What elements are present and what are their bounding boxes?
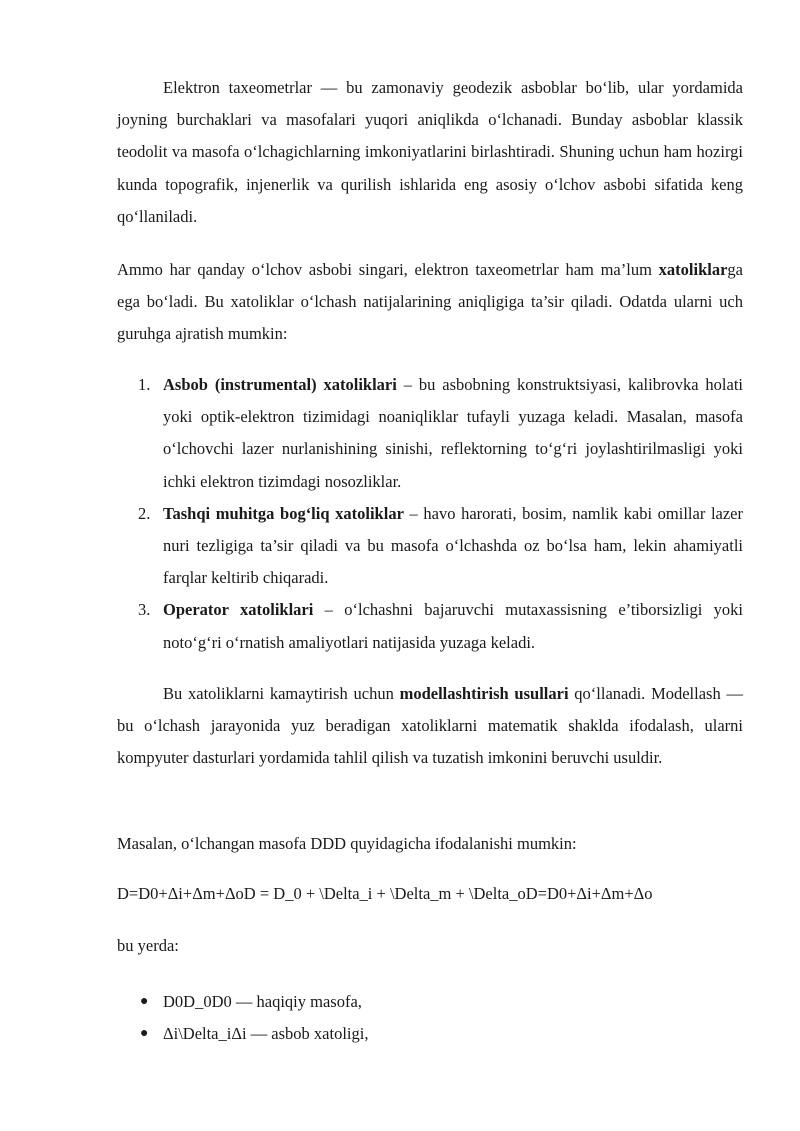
error-types-list — [117, 369, 743, 659]
bullet-icon: ● — [140, 994, 149, 1009]
bold-term-modellashtirish: modellashtirish usullari — [399, 684, 569, 703]
text-span: qo‘llanadi. Modellash — bu o‘lchash jarayonida yuz beradigan xatoliklarni matematik shaklda ifodalash, ularni kompyuter dasturlari yordamida tahlil qilish va tuzatish imkonini beruvchi usuldir. — [117, 684, 743, 768]
text-span: Bu xatoliklarni kamaytirish uchun — [163, 684, 400, 703]
list-item-title: Operator xatoliklari — [163, 600, 314, 620]
list-number: 2. — [138, 503, 151, 523]
paragraph-intro: Elektron taxeometrlar — bu zamonaviy geodezik asboblar bo‘lib, ular yordamida joyning burchaklari va masofalari yuqori aniqlikda o‘lchanadi. Bunday asboblar klassik teodolit va masofa o‘lchagichlarning imkoniyatlarini birlashtiradi. Shuning uchun ham hozirgi kunda topografik, injenerlik va qurilish ishlarida eng asosiy o‘lchov asbobi sifatida keng qo‘llaniladi. — [117, 78, 743, 226]
list-item — [117, 1018, 743, 1050]
list-item — [117, 369, 743, 498]
bullet-icon: ● — [140, 1026, 149, 1042]
list-item-text: Δi\Delta_iΔi — asbob xatoligi, — [163, 1024, 369, 1044]
text-span: Ammo har qanday o‘lchov asbobi singari, elektron taxeometrlar ham ma’lum — [117, 260, 659, 279]
list-item-text: – o‘lchashni bajaruvchi mutaxassisning e’tiborsizligi yoki noto‘g‘ri o‘rnatish amaliyotlari natijasida yuzaga keladi. — [163, 600, 743, 652]
paragraph-where: bu yerda: — [117, 936, 179, 955]
paragraph-modelling — [117, 678, 743, 775]
text-span: ga ega bo‘ladi. Bu xatoliklar o‘lchash natijalarining aniqligiga ta’sir qiladi. Odatda ularni uch guruhga ajratish mumkin: — [117, 260, 743, 344]
formula-line: D=D0+Δi+Δm+ΔoD = D_0 + \Delta_i + \Delta_m + \Delta_oD=D0+Δi+Δm+Δo — [117, 884, 653, 903]
paragraph-example: Masalan, o‘lchangan masofa DDD quyidagicha ifodalanishi mumkin: — [117, 834, 577, 853]
list-item-title: Asbob (instrumental) xatoliklari — [163, 375, 397, 394]
list-number: 1. — [138, 375, 151, 394]
list-item-text: – havo harorati, bosim, namlik kabi omillar lazer nuri tezligiga ta’sir qiladi va bu masofa o‘lchashda oz bo‘lsa ham, lekin ahamiyatli farqlar keltirib chiqaradi. — [163, 503, 744, 588]
list-item-text: D0D_0D0 — haqiqiy masofa, — [163, 992, 362, 1011]
paragraph-errors-intro — [117, 254, 743, 351]
list-item — [117, 498, 743, 595]
list-item-title: Tashqi muhitga bog‘liq xatoliklar — [163, 503, 404, 523]
definitions-list — [117, 986, 743, 1050]
list-item — [117, 594, 743, 658]
bold-term-xatoliklar: xatoliklar — [658, 260, 728, 279]
list-item — [117, 986, 743, 1018]
list-item-text: – bu asbobning konstruktsiyasi, kalibrovka holati yoki optik-elektron tizimidagi noaniqliklar tufayli yuzaga keladi. Masalan, masofa o‘lchovchi lazer nurlanishining sinishi, reflektorning to‘g‘ri joylashtirilmasligi yoki ichki elektron tizimdagi nosozliklar. — [163, 375, 744, 491]
list-number: 3. — [138, 600, 151, 620]
